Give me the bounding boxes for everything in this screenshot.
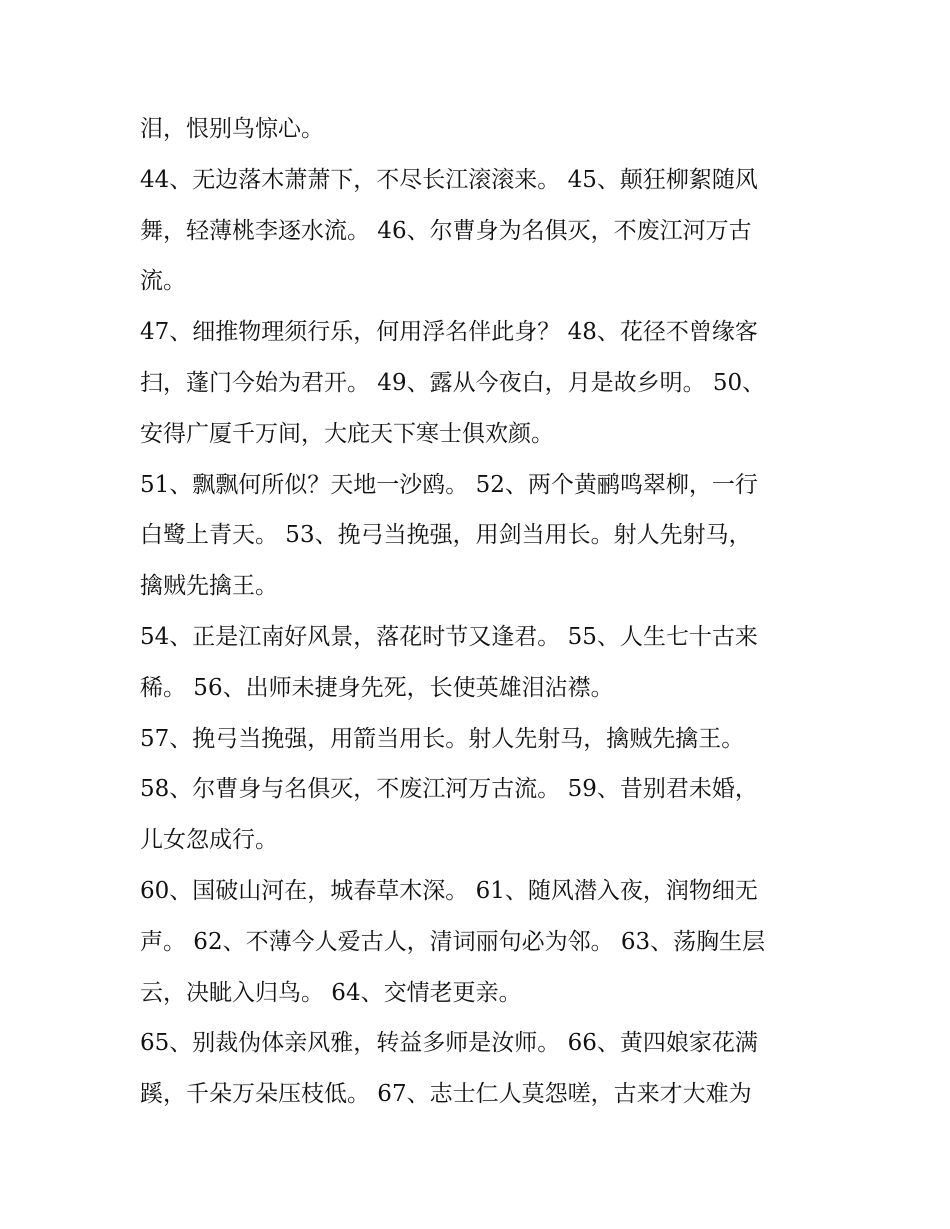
text-line: 泪，恨别鸟惊心。 [140, 116, 324, 142]
text-line: 51、飘飘何所似？天地一沙鸥。 52、两个黄鹂鸣翠柳，一行 [140, 471, 758, 498]
text-line: 65、别裁伪体亲风雅，转益多师是汝师。 66、黄四娘家花满 [140, 1030, 758, 1057]
text-line: 擒贼先擒王。 [140, 573, 278, 600]
text-line: 儿女忽成行。 [140, 827, 278, 854]
text-line: 蹊，千朵万朵压枝低。 67、志士仁人莫怨嗟，古来才大难为 [140, 1081, 752, 1108]
poem-text-block [140, 104, 810, 1120]
text-line: 流。 [140, 268, 186, 295]
text-line: 云，决眦入归鸟。 64、交情老更亲。 [140, 979, 522, 1006]
text-line: 44、无边落木萧萧下，不尽长江滚滚来。 45、颠狂柳絮随风 [140, 166, 758, 193]
text-line: 安得广厦千万间，大庇天下寒士俱欢颜。 [140, 420, 554, 447]
text-line: 扫，蓬门今始为君开。 49、露从今夜白，月是故乡明。 50、 [140, 369, 766, 396]
text-line: 声。 62、不薄今人爱古人，清词丽句必为邻。 63、荡胸生层 [140, 928, 766, 955]
text-line: 58、尔曹身与名俱灭，不废江河万古流。 59、昔别君未婚， [140, 776, 758, 803]
text-line: 47、细推物理须行乐，何用浮名伴此身？ 48、花径不曾缘客 [140, 319, 758, 346]
text-line: 稀。 56、出师未捷身先死，长使英雄泪沾襟。 [140, 674, 614, 701]
text-line: 白鹭上青天。 53、挽弓当挽强，用剑当用长。射人先射马， [140, 522, 752, 549]
text-line: 舞，轻薄桃李逐水流。 46、尔曹身为名俱灭，不废江河万古 [140, 217, 752, 244]
text-line: 54、正是江南好风景，落花时节又逢君。 55、人生七十古来 [140, 623, 758, 650]
text-line: 60、国破山河在，城春草木深。 61、随风潜入夜，润物细无 [140, 877, 758, 904]
text-line: 57、挽弓当挽强，用箭当用长。射人先射马，擒贼先擒王。 [140, 725, 745, 752]
